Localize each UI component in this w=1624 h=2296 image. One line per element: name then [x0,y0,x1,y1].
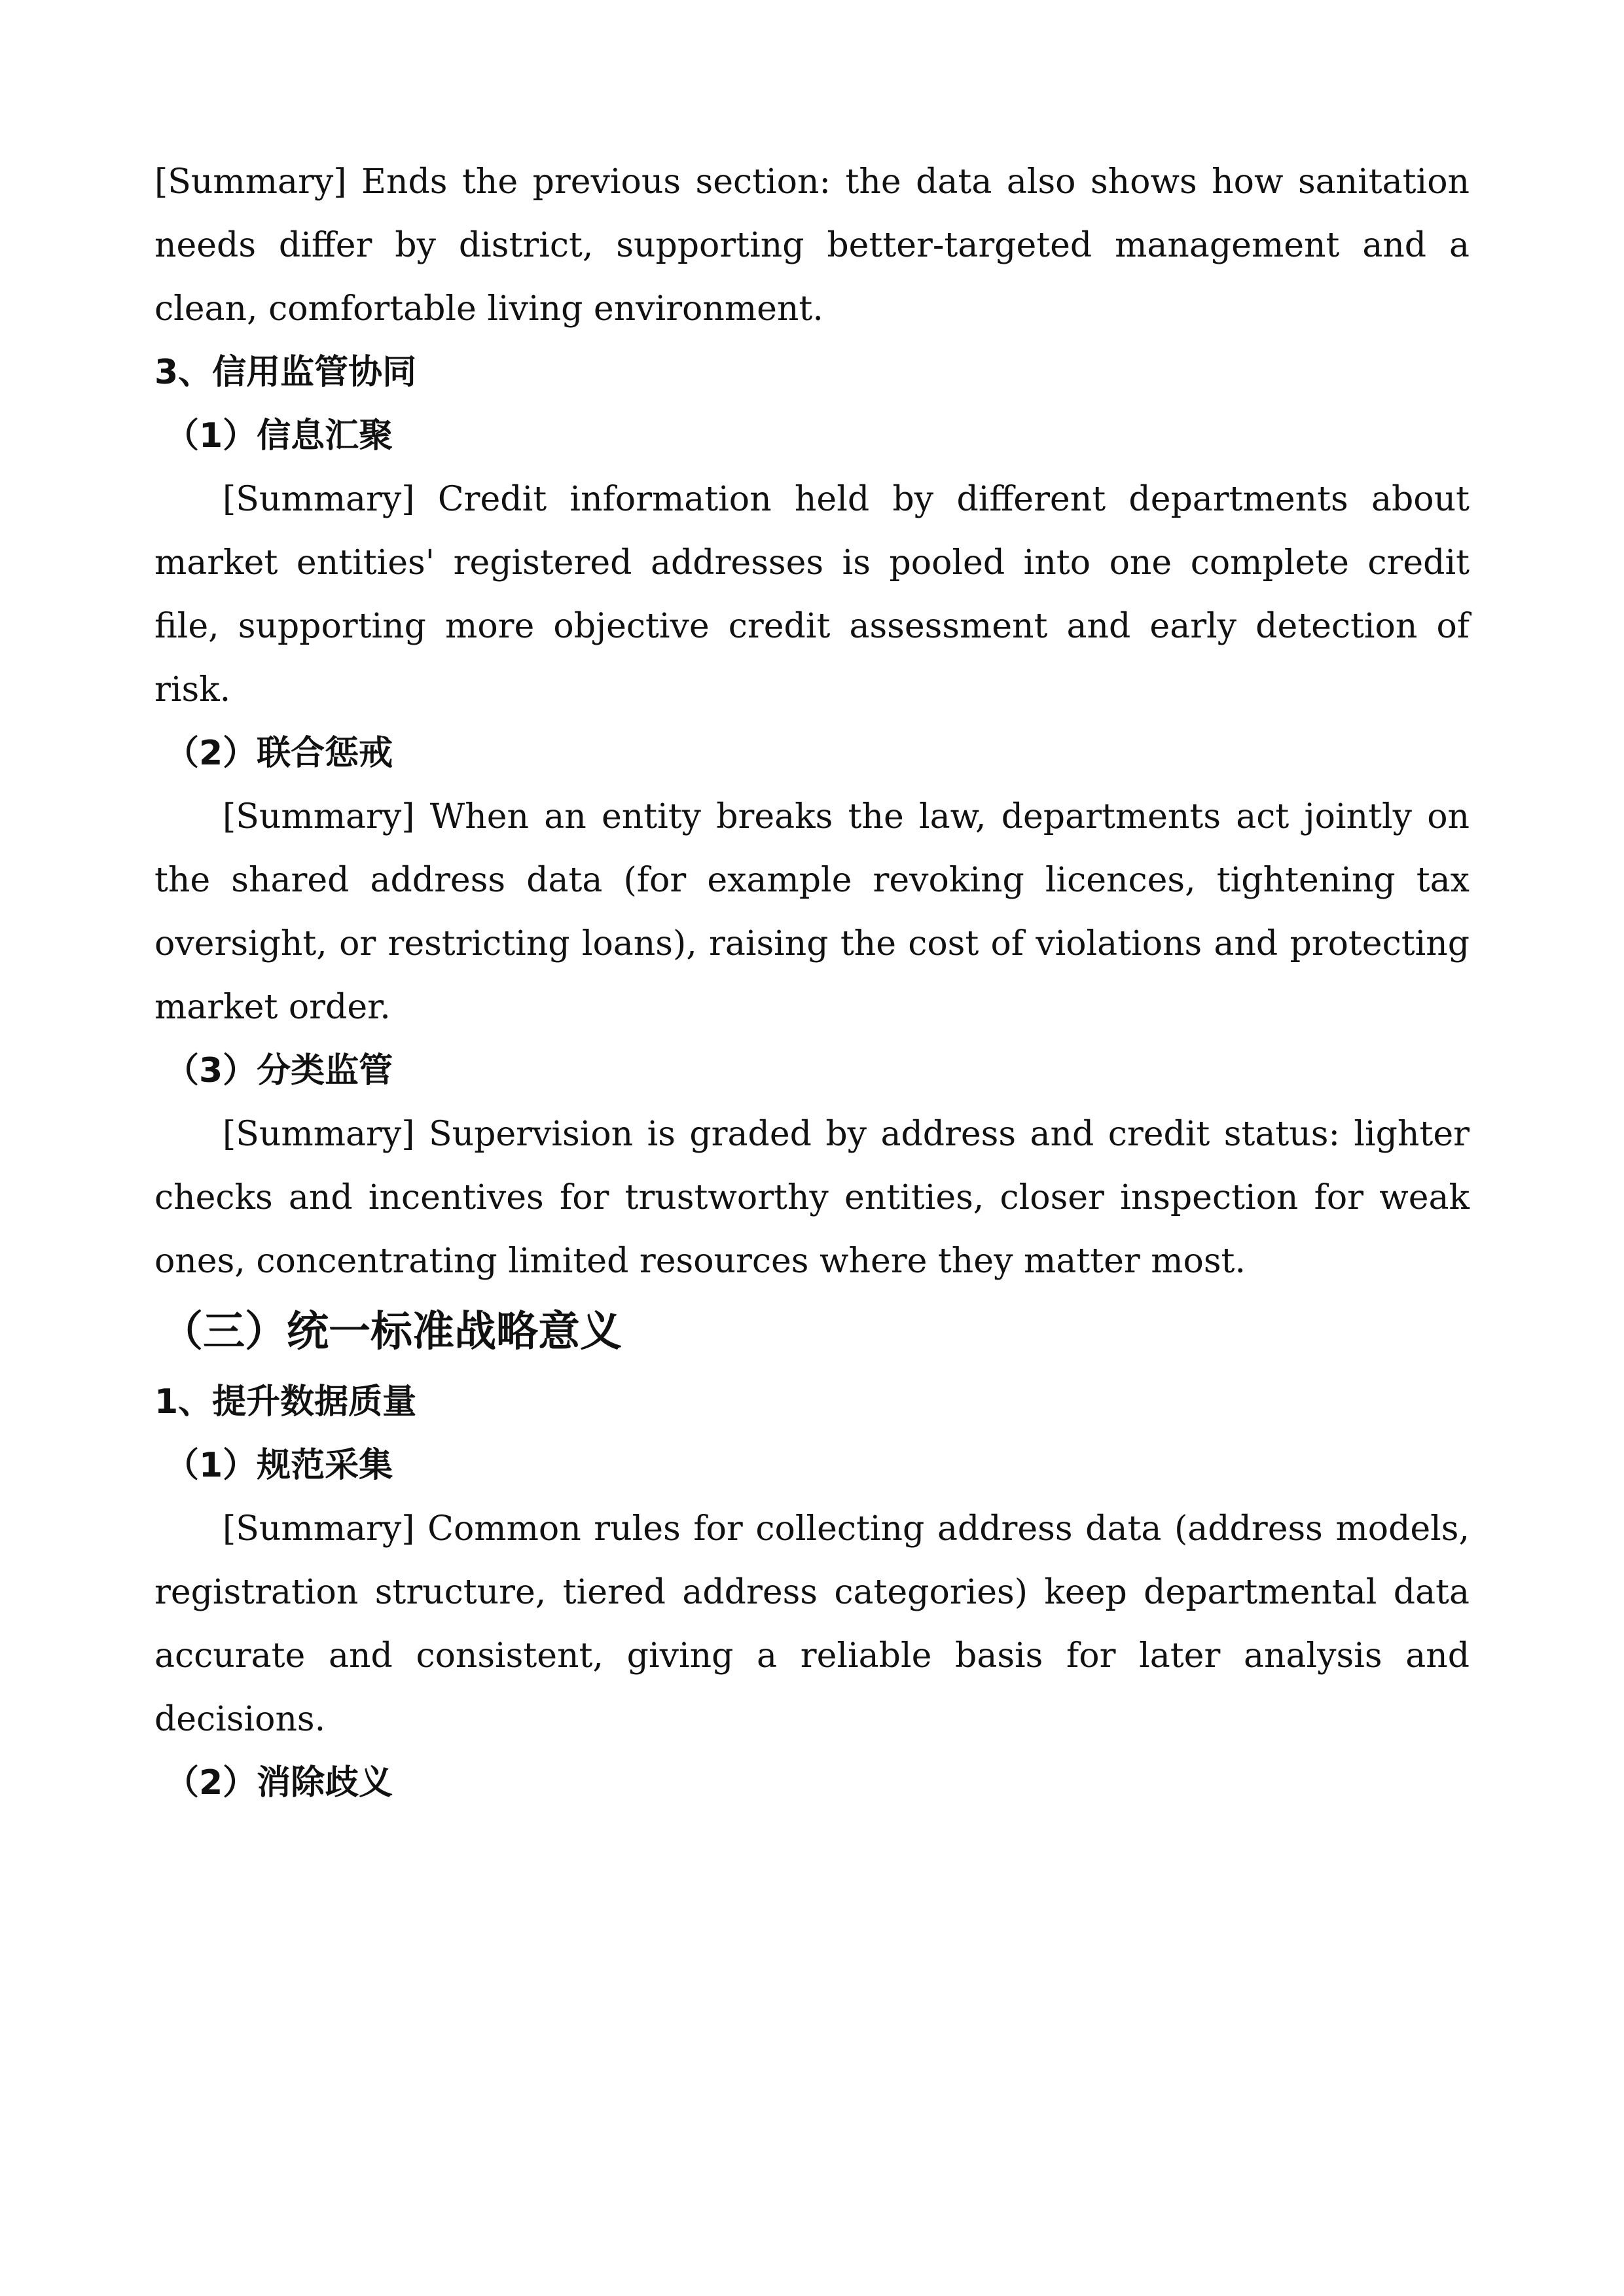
paragraph-information-aggregation: [Summary] Credit information held by different departments about market entities' registered addresses is pooled into one complete credit file, supporting more objective credit assessment and early detection of risk. [154,480,1470,709]
subheading-information-aggregation: （1）信息汇聚 [165,416,393,456]
section-heading-credit-supervision: 3、信用监管协同 [154,353,417,392]
subheading-joint-punishment: （2）联合惩戒 [165,734,393,773]
part-heading-unified-standard-significance: （三）统一标准战略意义 [161,1308,622,1356]
paragraph-joint-punishment: [Summary] When an entity breaks the law, departments act jointly on the shared address data (for example revoking licences, tightening tax oversight, or restricting loans), raising the cost of violations and protecting market order. [154,797,1470,1027]
paragraph-classified-supervision: [Summary] Supervision is graded by address and credit status: lighter checks and incentives for trustworthy entities, closer inspection for weak ones, concentrating limited resources where they matter most. [154,1115,1470,1281]
section-heading-data-quality: 1、提升数据质量 [154,1382,417,1422]
subheading-standardized-collection: （1）规范采集 [165,1446,393,1485]
paragraph-standardized-collection: [Summary] Common rules for collecting address data (address models, registration structure, tiered address categories) keep departmental data accurate and consistent, giving a reliable basis for later analysis and decisions. [154,1509,1470,1739]
subheading-classified-supervision: （3）分类监管 [165,1051,393,1090]
intro-paragraph: [Summary] Ends the previous section: the data also shows how sanitation needs differ by district, supporting better-targeted management and a clean, comfortable living environment. [154,162,1470,329]
subheading-eliminate-ambiguity: （2）消除歧义 [165,1763,393,1803]
